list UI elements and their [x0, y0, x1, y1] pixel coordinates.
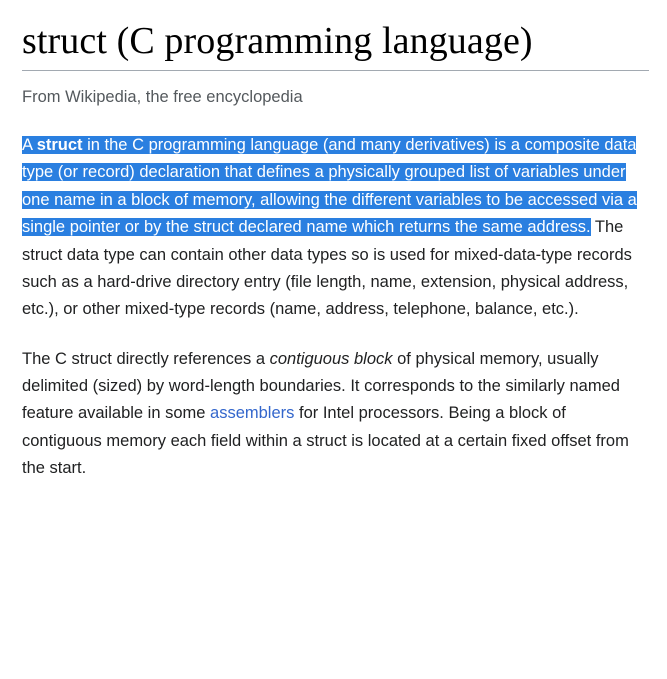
assemblers-link[interactable]: assemblers: [210, 404, 295, 423]
contiguous-block-emphasis: contiguous block: [269, 349, 393, 368]
selected-text-highlight: [22, 136, 637, 236]
selected-lead-text: A: [22, 136, 37, 155]
paragraph-memory-part1: The C struct directly references a: [22, 349, 270, 368]
page-title: struct (C programming language): [22, 20, 533, 62]
struct-keyword: struct: [36, 136, 83, 155]
paragraph-memory-part3: for Intel processors. Being a block of contiguous memory each field within a struct is located at a certain fixed offset from the start.: [22, 404, 629, 478]
paragraph-memory-part2: of physical memory, usually delimited (sized) by word-length boundaries. It corresponds to the similarly named feature available in some: [22, 349, 620, 423]
title-divider: [22, 70, 649, 71]
article-page: [0, 18, 667, 483]
site-tagline: From Wikipedia, the free encyclopedia: [22, 88, 303, 107]
paragraph-lead-remainder: The struct data type can contain other data types so is used for mixed-data-type records such as a hard-drive directory entry (file length, name, extension, physical address, etc.), or other mixed-type records (name, address, telephone, balance, etc.).: [22, 218, 632, 319]
paragraph-memory: [22, 346, 649, 483]
paragraph-lead: [22, 132, 649, 324]
selected-body-text: in the C programming language (and many derivatives) is a composite data type (or record) declaration that defines a physically grouped list of variables under one name in a block of memory, allowing the different variables to be accessed via a single pointer or by the struct declared name which returns the same address.: [22, 136, 637, 237]
